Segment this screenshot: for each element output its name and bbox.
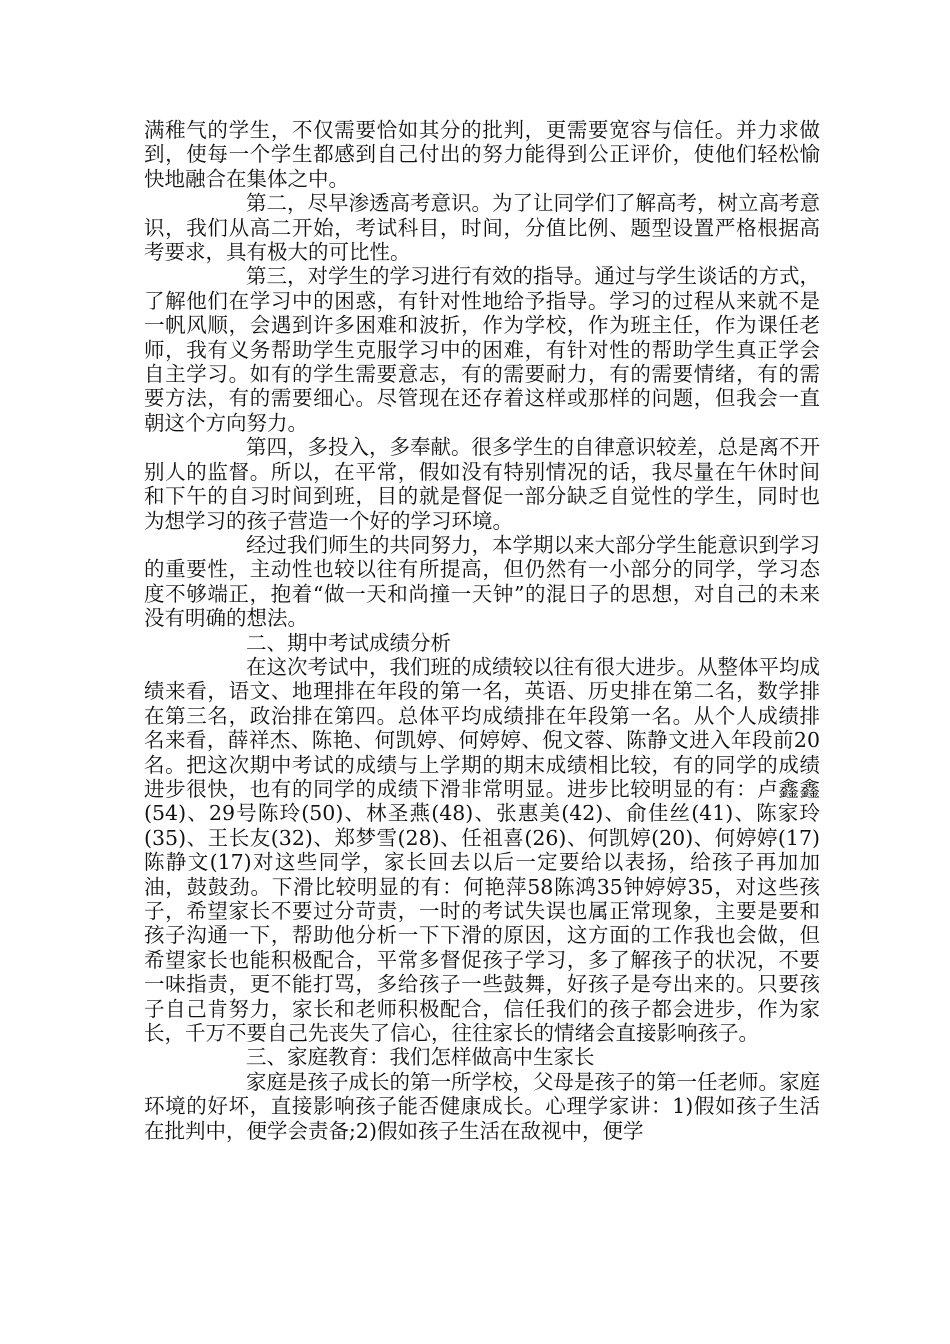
document-page bbox=[144, 118, 820, 1143]
paragraph-continuation: 满稚气的学生，不仅需要恰如其分的批判，更需要宽容与信任。并力求做到，使每一个学生都感到自己付出的努力能得到公正评价，使他们轻松愉快地融合在集体之中。 bbox=[144, 118, 820, 191]
section-heading-family-education: 三、家庭教育：我们怎样做高中生家长 bbox=[246, 1045, 595, 1070]
paragraph-point-two: 第二，尽早渗透高考意识。为了让同学们了解高考，树立高考意识，我们从高二开始，考试科目，时间，分值比例、题型设置严格根据高考要求，具有极大的可比性。 bbox=[144, 191, 820, 265]
paragraph-point-four: 第四，多投入，多奉献。很多学生的自律意识较差，总是离不开别人的监督。所以，在平常，假如没有特别情况的话，我尽量在午休时间和下午的自习时间到班，目的就是督促一部分缺乏自觉性的学生，同时也为想学习的孩子营造一个好的学习环境。 bbox=[144, 435, 820, 533]
paragraph-exam-analysis: 在这次考试中，我们班的成绩较以往有很大进步。从整体平均成绩来看，语文、地理排在年段的第一名，英语、历史排在第二名，数学排在第三名，政治排在第四。总体平均成绩排在年段第一名。从个人成绩排名来看，薛祥杰、陈艳、何凯婷、何婷婷、倪文蓉、陈静文进入年段前20名。把这次期中考试的成绩与上学期的期末成绩相比较，有的同学的成绩进步很快，也有的同学的成绩下滑非常明显。进步比较明显的有：卢鑫鑫(54)、29号陈玲(50)、林圣燕(48)、张惠美(42)、俞佳丝(41)、陈家玲(35)、王长友(32)、郑梦雪(28)、任祖喜(26)、何凯婷(20)、何婷婷(17)陈静文(17)对这些同学，家长回去以后一定要给以表扬，给孩子再加加油，鼓鼓劲。下滑比较明显的有：何艳萍58陈鸿35钟婷婷35，对这些孩子，希望家长不要过分苛责，一时的考试失误也属正常现象，主要是要和孩子沟通一下，帮助他分析一下下滑的原因，这方面的工作我也会做，但希望家长也能积极配合，平常多督促孩子学习，多了解孩子的状况，不要一味指责，更不能打骂，多给孩子一些鼓舞，好孩子是夸出来的。只要孩子自己肯努力，家长和老师积极配合，信任我们的孩子都会进步，作为家长，千万不要自己先丧失了信心，往往家长的情绪会直接影响孩子。 bbox=[144, 654, 820, 1046]
paragraph-summary: 经过我们师生的共同努力，本学期以来大部分学生能意识到学习的重要性，主动性也较以往有所提高，但仍然有一小部分的同学，学习态度不够端正，抱着“做一天和尚撞一天钟”的混日子的思想，对自己的未来没有明确的想法。 bbox=[144, 532, 820, 631]
section-heading-exam-analysis: 二、期中考试成绩分析 bbox=[246, 630, 451, 655]
paragraph-point-three: 第三，对学生的学习进行有效的指导。通过与学生谈话的方式，了解他们在学习中的困惑，有针对性地给予指导。学习的过程从来就不是一帆风顺，会遇到许多困难和波折，作为学校，作为班主任，作为课任老师，我有义务帮助学生克服学习中的困难，有针对性的帮助学生真正学会自主学习。如有的学生需要意志，有的需要耐力，有的需要情绪，有的需要方法，有的需要细心。尽管现在还存着这样或那样的问题，但我会一直朝这个方向努力。 bbox=[144, 264, 820, 435]
paragraph-family-education: 家庭是孩子成长的第一所学校，父母是孩子的第一任老师。家庭环境的好坏，直接影响孩子能否健康成长。心理学家讲：1)假如孩子生活在批判中，便学会责备;2)假如孩子生活在敌视中，便学 bbox=[144, 1069, 820, 1143]
